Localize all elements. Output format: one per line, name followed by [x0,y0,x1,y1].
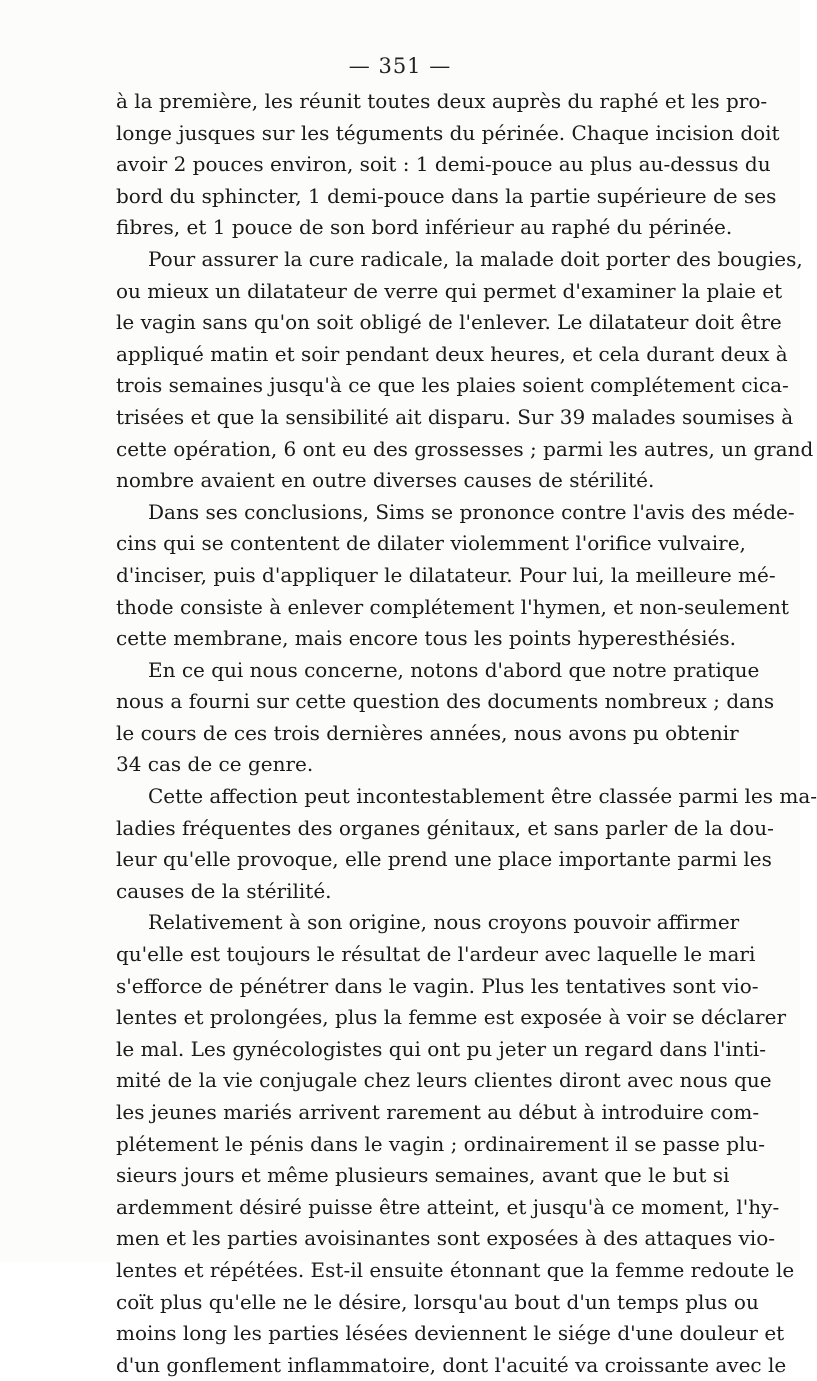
text-line: lentes et prolongées, plus la femme est exposée à voir se déclarer [116,1005,787,1030]
page-number: — 351 — [348,54,452,78]
text-line: à la première, les réunit toutes deux auprès du raphé et les pro- [116,89,768,113]
text-line: causes de la stérilité. [116,878,332,903]
text-line: longe jusques sur les téguments du périnée. Chaque incision doit [116,120,780,145]
text-line: nous a fourni sur cette question des documents nombreux ; dans [116,689,775,714]
text-line: Cette affection peut incontestablement être classée parmi les ma- [148,784,817,809]
text-line: d'un gonflement inflammatoire, dont l'acuité va croissante avec le [116,1352,787,1377]
paragraph [116,497,795,655]
text-line: plétement le pénis dans le vagin ; ordinairement il se passe plu- [116,1131,766,1156]
text-line: men et les parties avoisinantes sont exposées à des attaques vio- [116,1226,775,1251]
text-line: 34 cas de ce genre. [116,752,314,777]
text-line: le vagin sans qu'on soit obligé de l'enlever. Le dilatateur doit être [116,310,782,335]
text-line: appliqué matin et soir pendant deux heures, et cela durant deux à [116,341,788,366]
text-line: qu'elle est toujours le résultat de l'ardeur avec laquelle le mari [116,942,756,967]
text-line: coït plus qu'elle ne le désire, lorsqu'au bout d'un temps plus ou [116,1289,759,1314]
body-text [116,86,817,1381]
text-line: lentes et répétées. Est-il ensuite étonnant que la femme redoute le [116,1257,795,1282]
text-line: En ce qui nous concerne, notons d'abord que notre pratique [148,657,760,682]
text-line: Pour assurer la cure radicale, la malade doit porter des bougies, [148,246,803,271]
text-line: trisées et que la sensibilité ait disparu. Sur 39 malades soumises à [116,404,794,429]
paragraph [116,907,795,1381]
paragraph [116,244,814,497]
text-line: cette opération, 6 ont eu des grossesses ; parmi les autres, un grand [116,436,814,461]
paragraph [116,655,775,781]
text-line: les jeunes mariés arrivent rarement au début à introduire com- [116,1100,760,1124]
text-line: d'inciser, puis d'appliquer le dilatateur. Pour lui, la meilleure mé- [116,562,776,587]
text-line: cette membrane, mais encore tous les points hyperesthésiés. [116,626,736,651]
text-line: s'efforce de pénétrer dans le vagin. Plus les tentatives sont vio- [116,973,759,998]
text-line: nombre avaient en outre diverses causes de stérilité. [116,468,655,493]
text-line: trois semaines jusqu'à ce que les plaies soient complétement cica- [116,373,789,398]
text-line: sieurs jours et même plusieurs semaines, avant que le but si [116,1163,730,1188]
text-line: leur qu'elle provoque, elle prend une place importante parmi les [116,847,772,872]
paragraph [116,781,817,907]
text-line: bord du sphincter, 1 demi-pouce dans la partie supérieure de ses [116,183,777,208]
text-line: ladies fréquentes des organes génitaux, et sans parler de la dou- [116,815,774,840]
text-line: thode consiste à enlever complétement l'hymen, et non-seulement [116,594,789,619]
text-line: mité de la vie conjugale chez leurs clientes diront avec nous que [116,1068,772,1093]
text-line: cins qui se contentent de dilater violemment l'orifice vulvaire, [116,531,746,556]
text-line: Relativement à son origine, nous croyons pouvoir affirmer [148,910,740,935]
text-line: le mal. Les gynécologistes qui ont pu jeter un regard dans l'inti- [116,1036,766,1061]
text-line: ou mieux un dilatateur de verre qui permet d'examiner la plaie et [116,278,783,303]
paragraph [116,86,780,244]
text-line: le cours de ces trois dernières années, nous avons pu obtenir [116,720,739,745]
text-line: fibres, et 1 pouce de son bord inférieur au raphé du périnée. [116,215,733,240]
text-line: avoir 2 pouces environ, soit : 1 demi-pouce au plus au-dessus du [116,152,771,177]
text-line: ardemment désiré puisse être atteint, et jusqu'à ce moment, l'hy- [116,1194,780,1219]
text-line: moins long les parties lésées deviennent le siége d'une douleur et [116,1321,785,1346]
text-line: Dans ses conclusions, Sims se prononce contre l'avis des méde- [148,499,795,524]
